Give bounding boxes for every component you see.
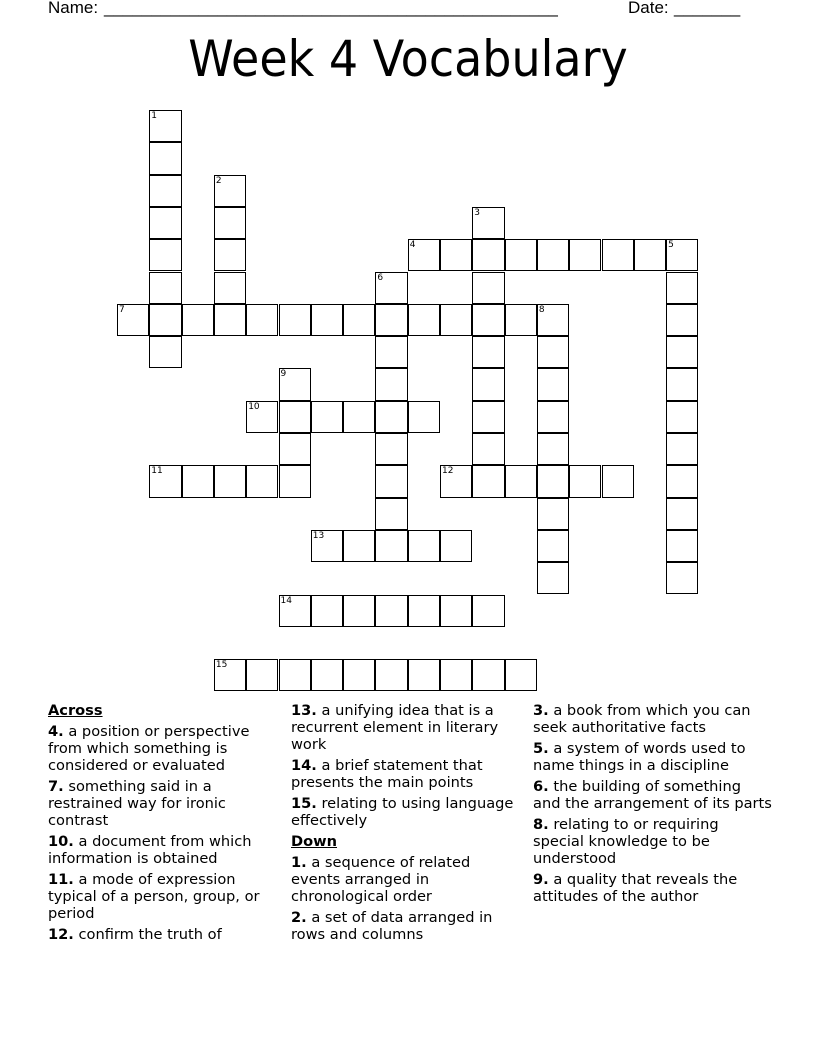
grid-cell[interactable] <box>149 175 181 207</box>
grid-cell[interactable] <box>311 659 343 691</box>
clue-across-13 <box>291 702 523 753</box>
clue-number: 11. <box>48 871 74 888</box>
name-field[interactable]: ________________________________________________ <box>104 0 558 17</box>
clue-number-label: 12 <box>442 466 454 477</box>
grid-cell[interactable] <box>569 239 601 271</box>
grid-cell[interactable] <box>182 465 214 497</box>
clue-across-11 <box>48 871 280 922</box>
grid-cell[interactable] <box>505 465 537 497</box>
clue-text: the building of something and the arrangement of its parts <box>533 778 772 812</box>
grid-cell[interactable] <box>149 142 181 174</box>
clue-text: a brief statement that presents the main points <box>291 757 483 791</box>
grid-cell[interactable] <box>537 239 569 271</box>
grid-cell[interactable] <box>472 465 504 497</box>
grid-cell[interactable] <box>375 595 407 627</box>
grid-cell[interactable] <box>408 530 440 562</box>
grid-cell[interactable] <box>375 433 407 465</box>
grid-cell[interactable] <box>311 304 343 336</box>
clue-text: a document from which information is obtained <box>48 833 252 867</box>
grid-cell[interactable] <box>472 401 504 433</box>
grid-cell[interactable] <box>537 433 569 465</box>
grid-cell[interactable] <box>214 465 246 497</box>
grid-cell[interactable] <box>375 304 407 336</box>
grid-cell[interactable] <box>666 465 698 497</box>
grid-cell[interactable] <box>279 368 311 400</box>
grid-cell[interactable] <box>279 401 311 433</box>
clue-number: 9. <box>533 871 549 888</box>
grid-cell[interactable] <box>408 304 440 336</box>
grid-cell[interactable] <box>214 239 246 271</box>
clue-text: something said in a restrained way for ironic contrast <box>48 778 226 829</box>
grid-cell[interactable] <box>440 530 472 562</box>
clue-number: 8. <box>533 816 549 833</box>
grid-cell[interactable] <box>408 595 440 627</box>
grid-cell[interactable] <box>246 304 278 336</box>
grid-cell[interactable] <box>408 401 440 433</box>
clue-number: 14. <box>291 757 317 774</box>
clues-column-3 <box>533 702 773 909</box>
down-heading: Down <box>291 833 338 850</box>
grid-cell[interactable] <box>472 336 504 368</box>
clue-number: 1. <box>291 854 307 871</box>
grid-cell[interactable] <box>440 304 472 336</box>
grid-cell[interactable] <box>214 304 246 336</box>
clue-number-label: 6 <box>377 272 384 283</box>
date-field[interactable]: _______ <box>674 0 741 17</box>
grid-cell[interactable] <box>311 401 343 433</box>
clue-number: 6. <box>533 778 549 795</box>
grid-cell[interactable] <box>375 368 407 400</box>
grid-cell[interactable] <box>214 659 246 691</box>
grid-cell[interactable] <box>537 336 569 368</box>
clue-text: a quality that reveals the attitudes of the author <box>533 871 738 905</box>
grid-cell[interactable] <box>246 465 278 497</box>
grid-cell[interactable] <box>214 207 246 239</box>
grid-cell[interactable] <box>472 433 504 465</box>
grid-cell[interactable] <box>472 368 504 400</box>
grid-cell[interactable] <box>472 659 504 691</box>
clue-down-3 <box>533 702 773 736</box>
grid-cell[interactable] <box>311 595 343 627</box>
grid-cell[interactable] <box>634 239 666 271</box>
grid-cell[interactable] <box>149 110 181 142</box>
grid-cell[interactable] <box>375 336 407 368</box>
clue-number: 7. <box>48 778 64 795</box>
grid-cell[interactable] <box>537 562 569 594</box>
grid-cell[interactable] <box>602 239 634 271</box>
grid-cell[interactable] <box>440 239 472 271</box>
clue-number-label: 3 <box>474 207 481 218</box>
grid-cell[interactable] <box>569 465 601 497</box>
grid-cell[interactable] <box>182 304 214 336</box>
grid-cell[interactable] <box>149 336 181 368</box>
grid-cell[interactable] <box>117 304 149 336</box>
grid-cell[interactable] <box>537 498 569 530</box>
clue-across-4 <box>48 723 280 774</box>
clue-down-5 <box>533 740 773 774</box>
grid-cell[interactable] <box>666 272 698 304</box>
clue-number-label: 13 <box>312 530 325 541</box>
clue-number-label: 5 <box>668 240 674 251</box>
clue-number: 3. <box>533 702 549 719</box>
grid-cell[interactable] <box>375 465 407 497</box>
clue-text: a unifying idea that is a recurrent element in literary work <box>291 702 499 753</box>
grid-cell[interactable] <box>311 530 343 562</box>
clue-number: 4. <box>48 723 64 740</box>
grid-cell[interactable] <box>149 207 181 239</box>
grid-cell[interactable] <box>343 304 375 336</box>
page-title: Week 4 Vocabulary <box>188 30 628 88</box>
grid-cell[interactable] <box>666 562 698 594</box>
clue-text: a system of words used to name things in a discipline <box>533 740 746 774</box>
grid-cell[interactable] <box>472 239 504 271</box>
clue-number: 5. <box>533 740 549 757</box>
clue-number: 10. <box>48 833 74 850</box>
grid-cell[interactable] <box>149 272 181 304</box>
grid-cell[interactable] <box>149 304 181 336</box>
crossword-grid <box>117 110 717 710</box>
name-label: Name: <box>48 0 99 17</box>
grid-cell[interactable] <box>440 465 472 497</box>
grid-cell[interactable] <box>666 368 698 400</box>
clue-text: a mode of expression typical of a person, group, or period <box>48 871 260 922</box>
grid-cell[interactable] <box>149 239 181 271</box>
grid-cell[interactable] <box>279 595 311 627</box>
grid-cell[interactable] <box>666 530 698 562</box>
grid-cell[interactable] <box>279 465 311 497</box>
clue-text: a book from which you can seek authoritative facts <box>533 702 751 736</box>
clue-text: a sequence of related events arranged in chronological order <box>291 854 471 905</box>
grid-cell[interactable] <box>343 659 375 691</box>
grid-cell[interactable] <box>375 530 407 562</box>
grid-cell[interactable] <box>666 336 698 368</box>
grid-cell[interactable] <box>375 272 407 304</box>
grid-cell[interactable] <box>279 304 311 336</box>
clue-down-8 <box>533 816 773 867</box>
grid-cell[interactable] <box>408 239 440 271</box>
grid-cell[interactable] <box>246 401 278 433</box>
clue-number-label: 8 <box>538 304 545 315</box>
clue-down-9 <box>533 871 773 905</box>
grid-cell[interactable] <box>505 659 537 691</box>
grid-cell[interactable] <box>149 465 181 497</box>
clue-across-15 <box>291 795 523 829</box>
grid-cell[interactable] <box>666 433 698 465</box>
grid-cell[interactable] <box>537 465 569 497</box>
grid-cell[interactable] <box>408 659 440 691</box>
grid-cell[interactable] <box>440 659 472 691</box>
grid-cell[interactable] <box>375 498 407 530</box>
clue-down-2 <box>291 909 523 943</box>
clue-number: 15. <box>291 795 317 812</box>
clue-text: a set of data arranged in rows and columns <box>291 909 493 943</box>
grid-cell[interactable] <box>214 175 246 207</box>
grid-cell[interactable] <box>666 304 698 336</box>
clue-number-label: 2 <box>215 175 222 186</box>
across-heading: Across <box>48 702 103 719</box>
clue-down-1 <box>291 854 523 905</box>
clue-number: 2. <box>291 909 307 926</box>
clue-number-label: 1 <box>151 111 158 121</box>
grid-cell[interactable] <box>537 530 569 562</box>
clue-number-label: 11 <box>151 466 163 477</box>
date-label: Date: <box>628 0 669 17</box>
clue-number-label: 15 <box>215 660 228 671</box>
grid-cell[interactable] <box>472 272 504 304</box>
grid-cell[interactable] <box>375 401 407 433</box>
clue-number: 13. <box>291 702 317 719</box>
grid-cell[interactable] <box>214 272 246 304</box>
grid-cell[interactable] <box>279 659 311 691</box>
grid-cell[interactable] <box>505 304 537 336</box>
grid-cell[interactable] <box>666 498 698 530</box>
grid-cell[interactable] <box>472 595 504 627</box>
clue-across-12 <box>48 926 280 943</box>
grid-cell[interactable] <box>602 465 634 497</box>
clue-number-label: 10 <box>248 401 260 412</box>
grid-cell[interactable] <box>537 401 569 433</box>
clues-column-1 <box>48 702 280 947</box>
clue-down-6 <box>533 778 773 812</box>
grid-cell[interactable] <box>472 207 504 239</box>
grid-cell[interactable] <box>343 530 375 562</box>
clue-text: a position or perspective from which something is considered or evaluated <box>48 723 250 774</box>
clue-across-7 <box>48 778 280 829</box>
clue-number-label: 4 <box>409 240 416 251</box>
grid-cell[interactable] <box>666 239 698 271</box>
clue-number-label: 9 <box>280 369 287 380</box>
grid-cell[interactable] <box>343 595 375 627</box>
grid-cell[interactable] <box>440 595 472 627</box>
clue-across-14 <box>291 757 523 791</box>
grid-cell[interactable] <box>375 659 407 691</box>
grid-cell[interactable] <box>537 304 569 336</box>
clue-number: 12. <box>48 926 74 943</box>
clue-text: confirm the truth of <box>78 926 222 943</box>
grid-cell[interactable] <box>343 401 375 433</box>
grid-cell[interactable] <box>537 368 569 400</box>
grid-cell[interactable] <box>279 433 311 465</box>
clue-number-label: 14 <box>280 595 292 606</box>
grid-cell[interactable] <box>246 659 278 691</box>
clues-column-2 <box>291 702 523 947</box>
grid-cell[interactable] <box>666 401 698 433</box>
clue-text: relating to or requiring special knowledge to be understood <box>533 816 719 867</box>
clue-text: relating to using language effectively <box>291 795 514 829</box>
clue-across-10 <box>48 833 280 867</box>
clue-number-label: 7 <box>119 304 125 315</box>
grid-cell[interactable] <box>505 239 537 271</box>
grid-cell[interactable] <box>472 304 504 336</box>
